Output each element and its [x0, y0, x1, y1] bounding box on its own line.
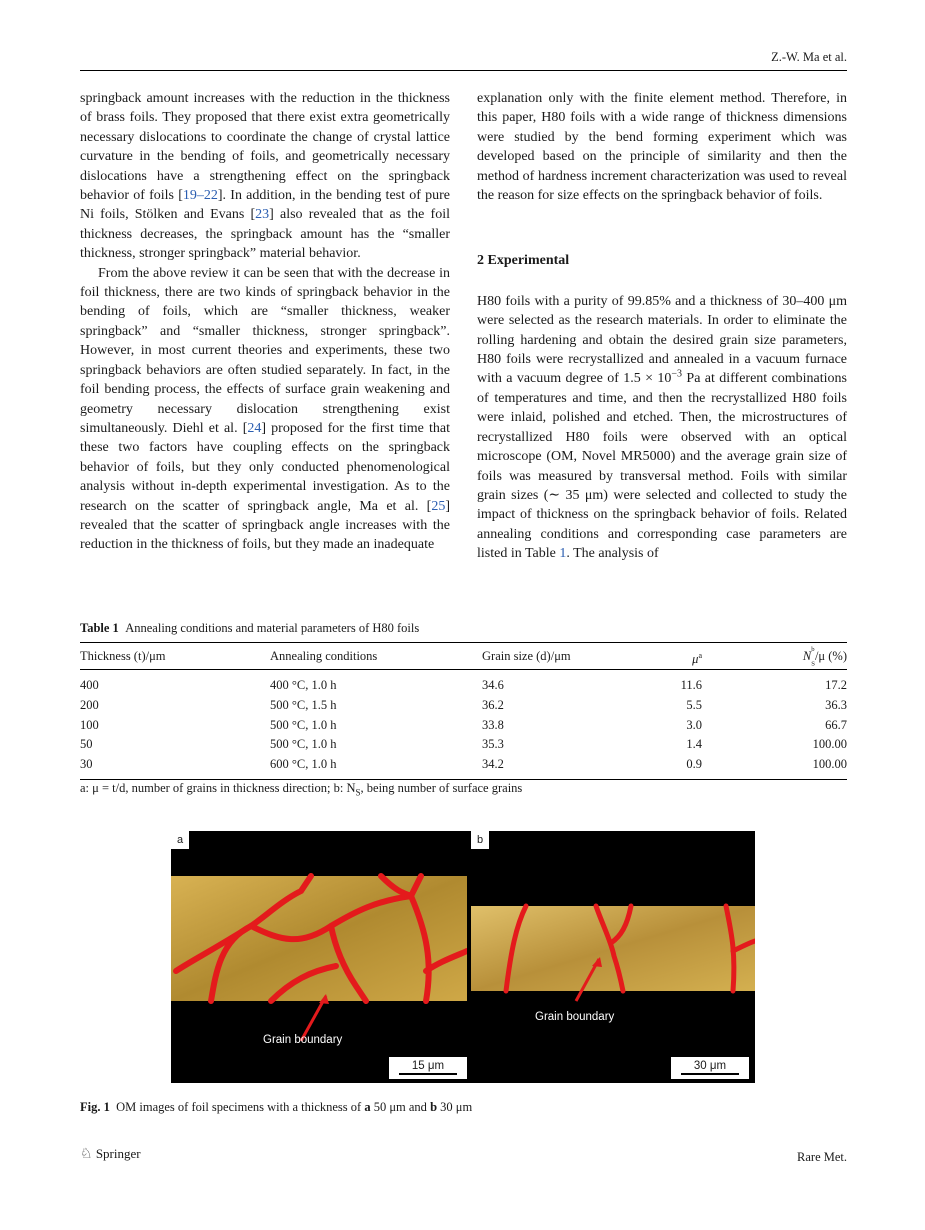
- table-row: 200 500 °C, 1.5 h 36.2 5.5 36.3: [80, 697, 847, 712]
- citation-link[interactable]: 23: [255, 207, 270, 223]
- right-paragraph-2: H80 foils with a purity of 99.85% and a thickness of 30–400 μm were selected as the research materials. In order to eliminate the rolling hardening and obtain the desired grain size parameters, H80 foils were recrystallized and annealed in a vacuum furnace with a vacuum degree of $1.5 \times 10^{-3}$ Pa at different combinations of temperatures and time, and then the recrystallized H80 foils were inlaid, polished and etched. Then, the microstructures of recrystallized H80 foils were observed with an optical microscope (OM, Novel MR5000) and the average grain size of foils was measured by transversal method. Foils with similar grain sizes (∼ 35 μm) were selected and collected to study the impact of thickness on the springback behavior of foils. Related annealing conditions and corresponding case parameters are listed in Table 1. The analysis of: [477, 293, 847, 562]
- citation-link[interactable]: 24: [247, 420, 262, 436]
- table-footnote: a: μ = t/d, number of grains in thickness direction; b: $N_S$, being number of surface grains: [80, 781, 523, 798]
- micrograph-panel-b: [471, 831, 755, 1083]
- left-paragraph-1: springback amount increases with the reduction in the thickness of brass foils. They proposed that there exist extra geometrically necessary dislocations to coordinate the change of crystal lattice curvature in the bending of foils, and geometrically necessary dislocations have a strengthening effect on the springback behavior of foils [19–22]. In addition, in the bending test of pure Ni foils, Stölken and Evans [23] also revealed that as the foil thickness decreases, the springback amount has the “smaller thickness, stronger springback” material behavior.: [80, 91, 451, 262]
- annotation-grain-boundary-a: Grain boundary: [263, 1034, 343, 1046]
- table-row: 30 600 °C, 1.0 h 34.2 0.9 100.00: [80, 757, 847, 772]
- figure-caption: Fig. 1 OM images of foil specimens with a thickness of a 50 μm and b 30 μm: [80, 1100, 473, 1114]
- table-row: 100 500 °C, 1.0 h 33.8 3.0 66.7: [80, 717, 847, 732]
- micrograph-panel-a: [171, 831, 467, 1083]
- springer-horse-icon: ♘: [80, 1147, 93, 1162]
- panel-label-b: b: [471, 831, 489, 849]
- data-table: [80, 642, 847, 780]
- right-column: [477, 89, 847, 564]
- section-title: 2 Experimental: [477, 253, 570, 269]
- scale-bar-b: 30 μm: [671, 1057, 749, 1079]
- figure-1: [171, 831, 755, 1083]
- journal-name: Rare Met.: [797, 1150, 847, 1164]
- panel-label-a: a: [171, 831, 189, 849]
- left-column: [80, 89, 450, 555]
- table-header-row: Thickness (t)/μm Annealing conditions Grain size (d)/μm $\mu^a$ $N^b$ $_S$/μ (%): [80, 646, 847, 668]
- table-bottom-rule: [80, 779, 847, 780]
- annotation-grain-boundary-b: Grain boundary: [535, 1011, 615, 1023]
- right-paragraph-1: explanation only with the finite element method. Therefore, in this paper, H80 foils with a wide range of thickness dimensions were studied by the bend forming experiment which was developed based on the principle of similarity and then the method of hardness increment characterization was used to reveal the reason for size effects on the springback behavior of foils.: [477, 91, 847, 204]
- micrograph-b-image: [471, 831, 755, 1083]
- citation-link[interactable]: 19–22: [182, 188, 218, 204]
- left-paragraph-2: From the above review it can be seen that with the decrease in foil thickness, there are two kinds of springback behavior in the bending of foils, which are “smaller thickness, weaker springback” and “smaller thickness, stronger springback”. However, in most current theories and experiments, these two springback behaviors are often studied separately. In fact, in the foil bending process, the effects of surface grain weakening and geometry necessary dislocation strengthening exist simultaneously. Diehl et al. [24] proposed for the first time that these two factors have coupling effects on the springback behavior of foils, but they only conducted phenomenological analysis without in-depth experimental investigation. As to the research on the scatter of springback angle, Ma et al. [25] revealed that the scatter of springback angle increases with the reduction in the thickness of foils, but they made an inadequate: [80, 265, 451, 553]
- citation-link[interactable]: 25: [431, 498, 446, 514]
- table-row: 50 500 °C, 1.0 h 35.3 1.4 100.00: [80, 737, 847, 752]
- running-head: Z.-W. Ma et al.: [771, 50, 847, 64]
- table-row: 400 400 °C, 1.0 h 34.6 11.6 17.2: [80, 678, 847, 692]
- table-caption: Table 1 Annealing conditions and material parameters of H80 foils: [80, 621, 420, 635]
- table-reference-link[interactable]: 1: [559, 546, 567, 562]
- header-rule: [80, 70, 847, 71]
- publisher-logo: ♘ Springer: [80, 1146, 141, 1162]
- scale-bar-a: 15 μm: [389, 1057, 467, 1079]
